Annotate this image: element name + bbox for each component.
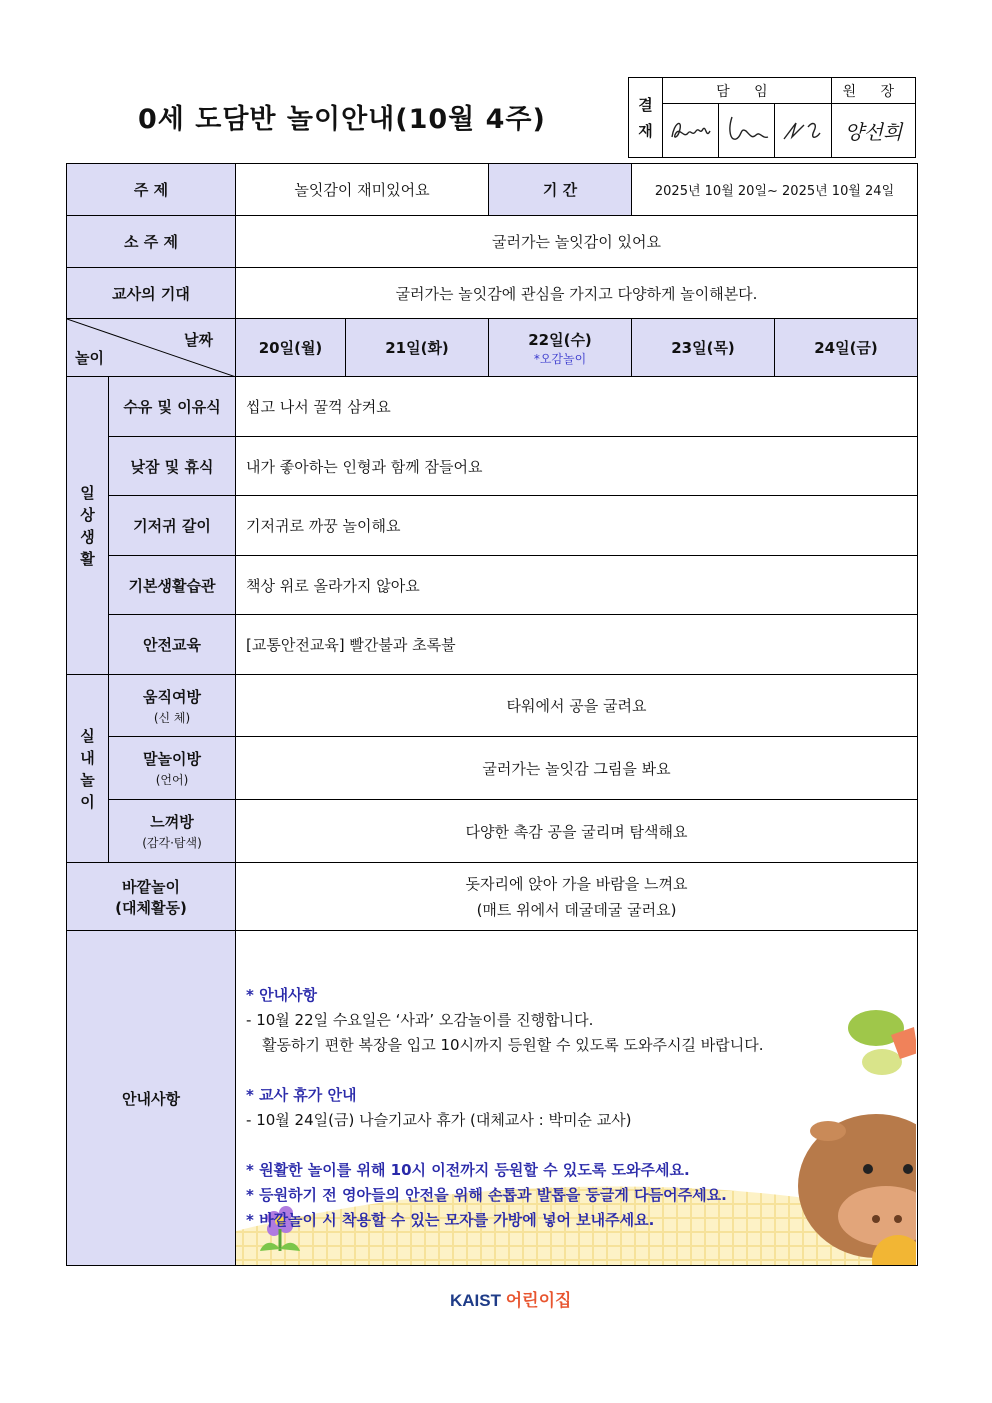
play-label: 놀이: [75, 349, 104, 367]
notice-heading-1: * 안내사항: [246, 986, 318, 1004]
indoor-row-content: 굴러가는 놀잇감 그림을 봐요: [236, 737, 918, 800]
daily-row-label: 안전교육: [109, 615, 236, 675]
indoor-play-group-text: 실내놀이: [80, 726, 95, 811]
daily-row-label: 수유 및 이유식: [109, 377, 236, 437]
indoor-row-label-sub: (언어): [155, 773, 189, 787]
approval-teacher-label: 담 임: [663, 78, 832, 104]
logo-daycare-text: 어린이집: [505, 1291, 572, 1310]
outdoor-line-1: 돗자리에 앉아 가을 바람을 느껴요: [465, 874, 688, 893]
play-plan-table: [66, 163, 918, 1266]
day-tue: 21일(화): [346, 319, 489, 377]
indoor-play-group-label: [67, 675, 109, 863]
indoor-row-label-sub: (신 체): [153, 710, 191, 725]
teacher-signature-2: [719, 104, 775, 158]
indoor-row-label-main: 말놀이방: [143, 750, 201, 768]
day-thu: 23일(목): [632, 319, 775, 377]
daily-row-label: 기본생활습관: [109, 556, 236, 615]
notice-content: [236, 931, 918, 1266]
day-wed-note: *오감놀이: [533, 351, 587, 366]
daily-row-content: 씹고 나서 꿀꺽 삼켜요: [236, 377, 918, 437]
indoor-row-label-main: 느껴방: [150, 813, 194, 831]
outdoor-label: [67, 863, 236, 931]
outdoor-label-1: 바깥놀이: [122, 877, 180, 896]
outdoor-content: [236, 863, 918, 931]
notice-bullet-2: * 등원하기 전 영아들의 안전을 위해 손톱과 발톱을 둥글게 다듬어주세요.: [246, 1186, 727, 1204]
notice-heading-2: * 교사 휴가 안내: [246, 1086, 357, 1104]
day-mon: 20일(월): [236, 319, 346, 377]
notice-line-1: - 10월 22일 수요일은 ‘사과’ 오감놀이를 진행합니다.: [246, 1011, 594, 1029]
director-signature: [831, 104, 915, 158]
subtheme-value: 굴러가는 놀잇감이 있어요: [236, 216, 918, 268]
indoor-row-label: [109, 675, 236, 737]
indoor-row-label-main: 움직여방: [143, 687, 201, 706]
approval-side-label: [629, 78, 663, 158]
daily-row-content: 내가 좋아하는 인형과 함께 잠들어요: [236, 437, 918, 496]
date-play-header: [67, 319, 236, 377]
day-wed-label: 22일(수): [528, 330, 592, 349]
logo-kaist-text: KAIST: [450, 1291, 501, 1310]
indoor-row-content: 타워에서 공을 굴려요: [236, 675, 918, 737]
date-label: 날짜: [184, 331, 214, 349]
daily-life-group-text: 일상생활: [80, 483, 95, 568]
daily-row-content: [교통안전교육] 빨간불과 초록불: [236, 615, 918, 675]
expectation-label: 교사의 기대: [67, 268, 236, 319]
daily-life-group-label: [67, 377, 109, 675]
indoor-row-label: [109, 737, 236, 800]
notice-bullet-3: * 바깥놀이 시 착용할 수 있는 모자를 가방에 넣어 보내주세요.: [246, 1211, 655, 1229]
day-wed: [489, 319, 632, 377]
expectation-value: 굴러가는 놀잇감에 관심을 가지고 다양하게 놀이해본다.: [236, 268, 918, 319]
theme-label: 주 제: [67, 164, 236, 216]
indoor-row-label-sub: (감각·탐색): [142, 836, 202, 850]
outdoor-label-2: (대체활동): [115, 898, 187, 917]
notice-text-block: [236, 963, 917, 1233]
daily-row-content: 책상 위로 올라가지 않아요: [236, 556, 918, 615]
page-title: 0세 도담반 놀이안내(10월 4주): [138, 104, 546, 135]
subtheme-label: 소 주 제: [67, 216, 236, 268]
notice-bullet-1: * 원활한 놀이를 위해 10시 이전까지 등원할 수 있도록 도와주세요.: [246, 1161, 690, 1179]
approval-side-char-1: 결: [638, 95, 653, 114]
daily-row-content: 기저귀로 까꿍 놀이해요: [236, 496, 918, 556]
approval-box: [628, 77, 916, 158]
teacher-signature-3: [775, 104, 831, 158]
approval-director-label: 원 장: [831, 78, 915, 104]
teacher-signature-1: [663, 104, 719, 158]
theme-value: 놀잇감이 재미있어요: [236, 164, 489, 216]
notice-line-2: 활동하기 편한 복장을 입고 10시까지 등원할 수 있도록 도와주시길 바랍니다.: [262, 1036, 764, 1054]
notice-label: 안내사항: [67, 931, 236, 1266]
notice-line-3: - 10월 24일(금) 나슬기교사 휴가 (대체교사 : 박미순 교사): [246, 1111, 632, 1129]
daily-row-label: 낮잠 및 휴식: [109, 437, 236, 496]
outdoor-line-2: (매트 위에서 데굴데굴 굴러요): [476, 900, 677, 919]
period-label: 기 간: [489, 164, 632, 216]
day-fri: 24일(금): [775, 319, 918, 377]
period-value: 2025년 10월 20일~ 2025년 10월 24일: [632, 164, 918, 216]
approval-side-char-2: 재: [638, 121, 653, 140]
daily-row-label: 기저귀 갈이: [109, 496, 236, 556]
indoor-row-label: [109, 800, 236, 863]
director-signature-text: 양선희: [844, 120, 903, 144]
kaist-daycare-logo: [450, 1286, 571, 1311]
indoor-row-content: 다양한 촉감 공을 굴리며 탐색해요: [236, 800, 918, 863]
